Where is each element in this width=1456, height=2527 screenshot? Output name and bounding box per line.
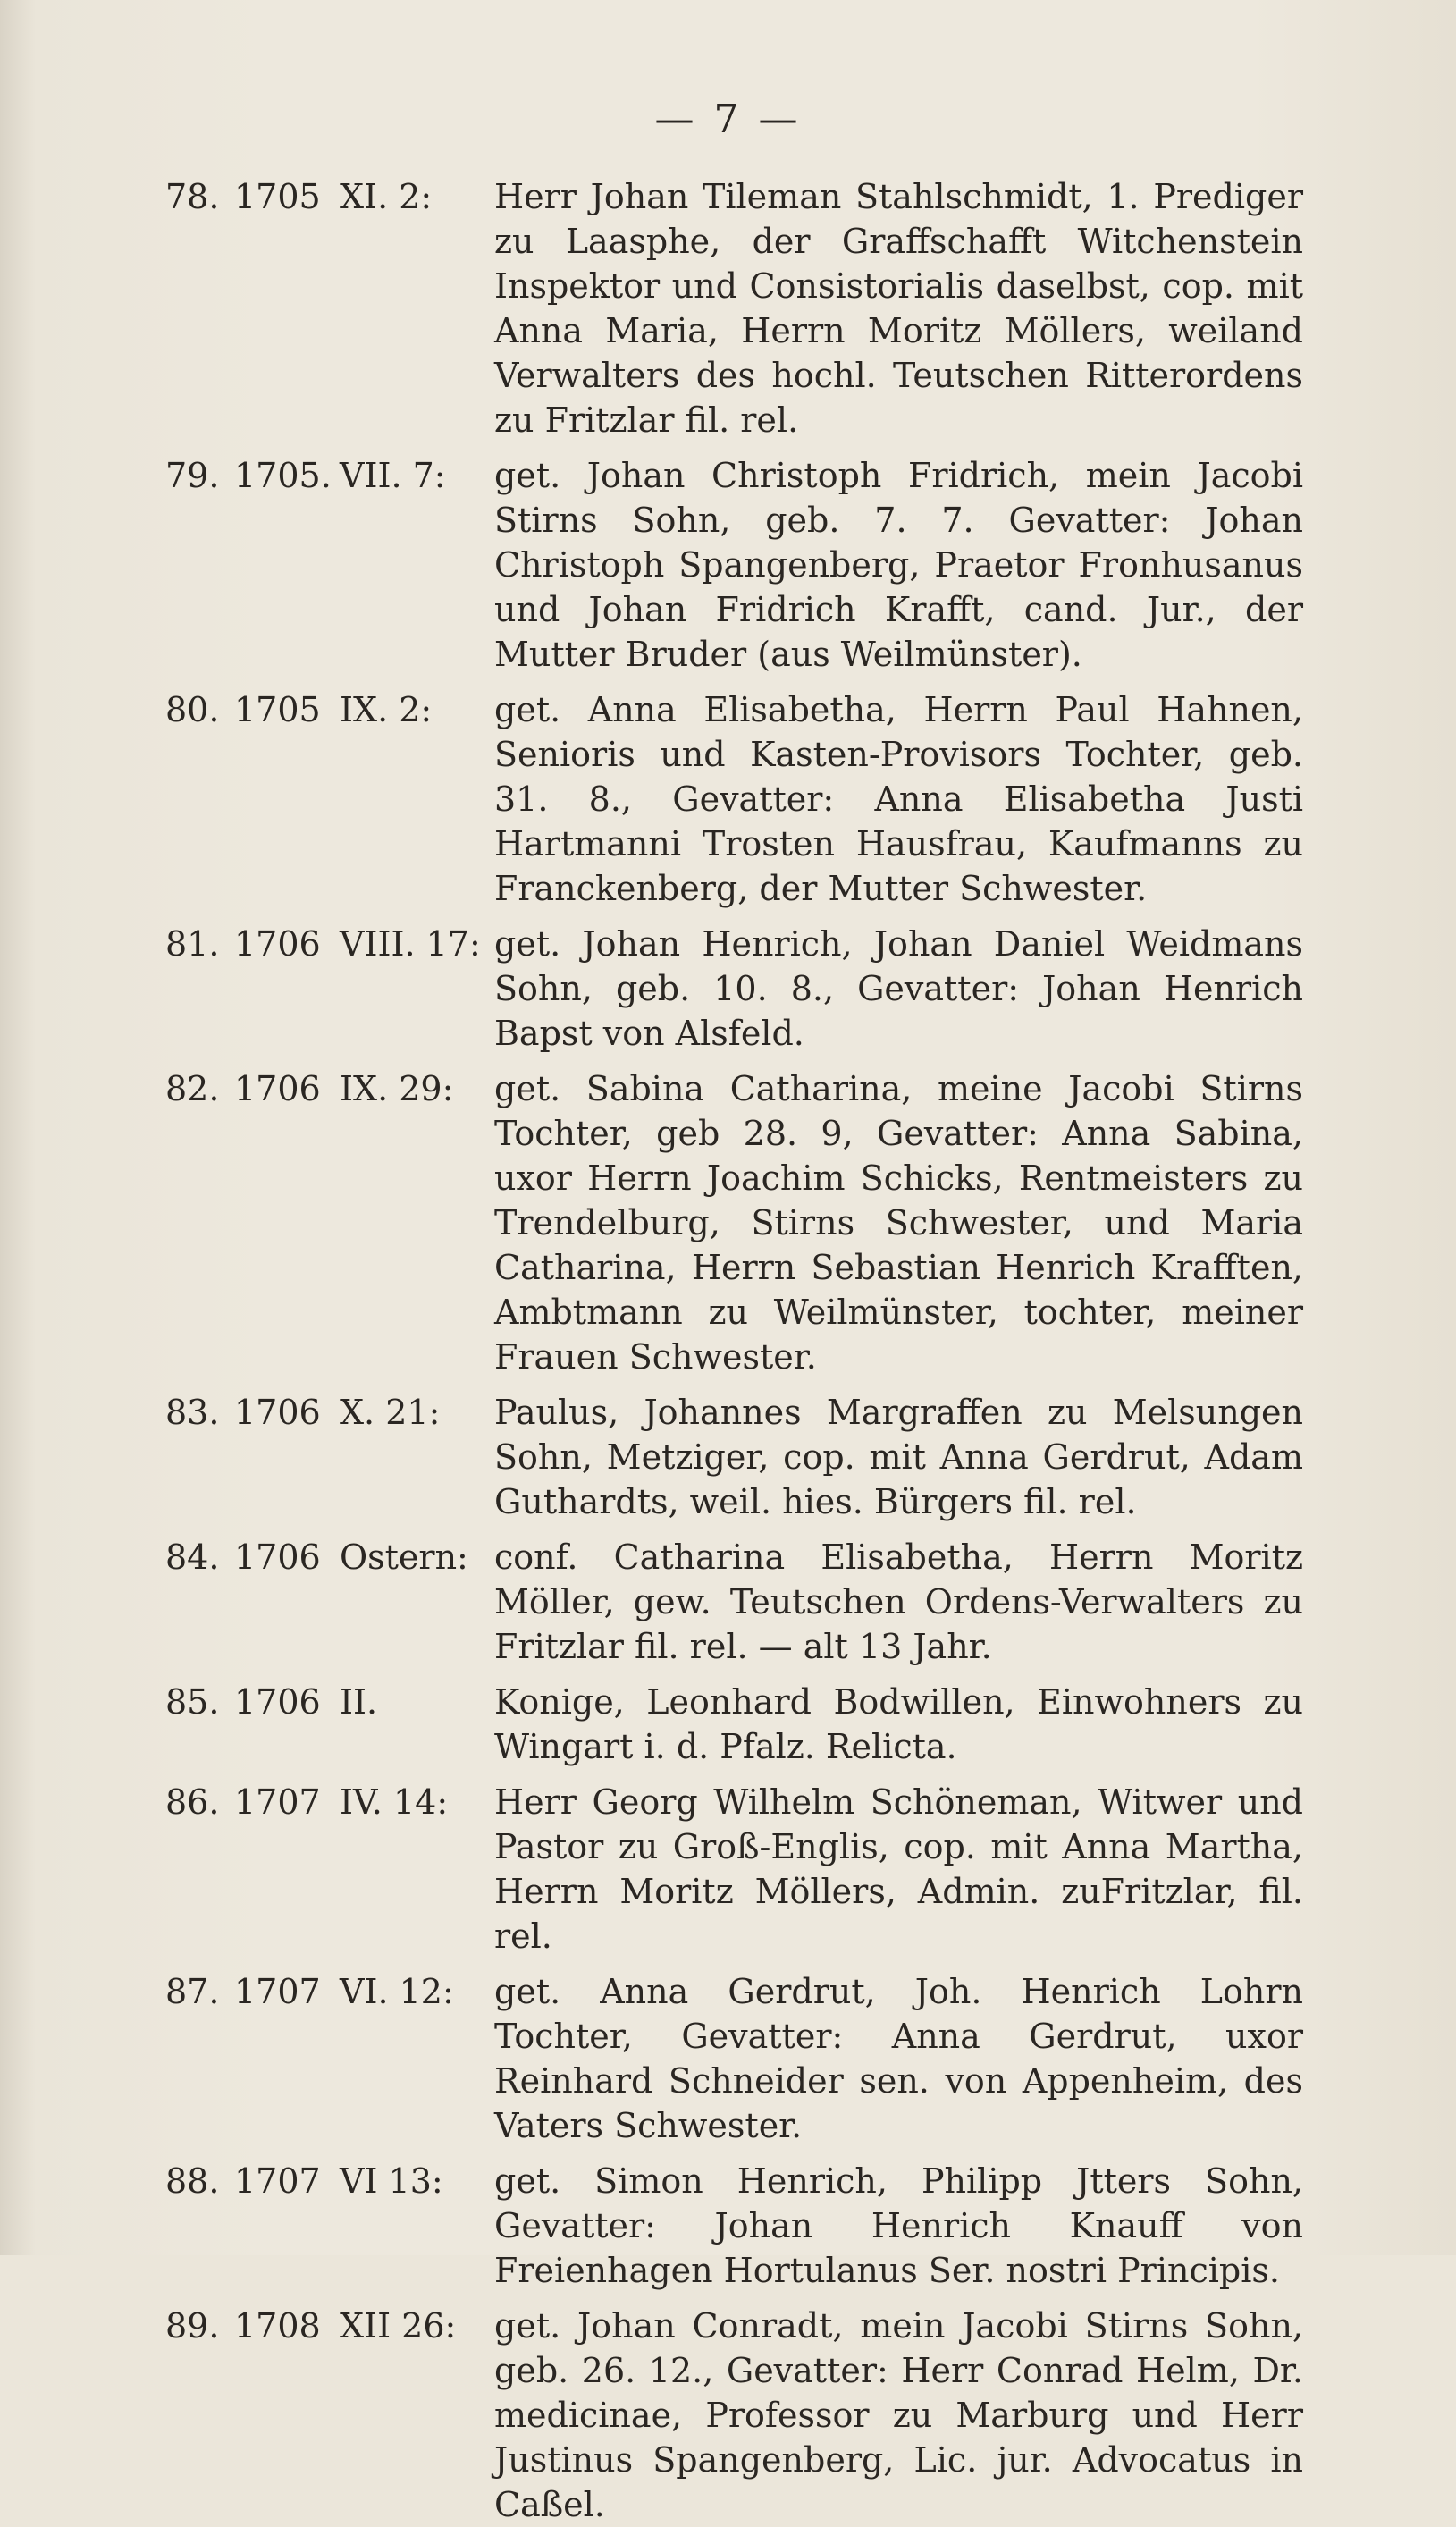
entry-year: 1707 [234, 1782, 321, 1822]
register-entry [0, 1680, 1456, 1769]
entry-number: 81. [165, 924, 220, 964]
entry-number: 87. [165, 1972, 220, 2011]
entry-text: get. Johan Henrich, Johan Daniel Weidmans Sohn, geb. 10. 8., Gevatter: Johan Henrich Bapst von Alsfeld. [494, 924, 1303, 1053]
entry-text: Herr Georg Wilhelm Schöneman, Witwer und Pastor zu Groß-Englis, cop. mit Anna Martha, Herrn Moritz Möllers, Admin. zuFritzlar, fil. rel. [494, 1782, 1303, 1956]
entry-date: Ostern: [340, 1537, 468, 1577]
entry-date: X. 21: [340, 1393, 441, 1432]
entry-date: VII. 7: [340, 456, 446, 495]
entry-year: 1705 [234, 690, 321, 729]
register-entry [0, 1390, 1456, 1524]
entry-year: 1707 [234, 1972, 321, 2011]
entry-number: 88. [165, 2161, 220, 2201]
entry-number: 80. [165, 690, 220, 729]
entry-date: VI. 12: [340, 1972, 454, 2011]
entry-year: 1706 [234, 1393, 321, 1432]
register-entry [0, 2159, 1456, 2293]
entry-text: get. Sabina Catharina, meine Jacobi Stirns Tochter, geb 28. 9, Gevatter: Anna Sabina, uxor Herrn Joachim Schicks, Rentmeisters zu Trendelburg, Stirns Schwester, und Maria Catharina, Herrn Sebastian Henrich Krafften, Ambtmann zu Weilmünster, tochter, meiner Frauen Schwester. [494, 1069, 1303, 1377]
entry-date: XII 26: [340, 2306, 457, 2346]
entry-year: 1708 [234, 2306, 321, 2346]
entry-year: 1706 [234, 924, 321, 964]
register-entry [0, 1969, 1456, 2148]
entry-number: 78. [165, 177, 220, 216]
entry-text: get. Johan Christoph Fridrich, mein Jacobi Stirns Sohn, geb. 7. 7. Gevatter: Johan Christoph Spangenberg, Praetor Fronhusanus und Johan Fridrich Krafft, cand. Jur., der Mutter Bruder (aus Weilmünster). [494, 456, 1303, 674]
entry-date: IV. 14: [340, 1782, 449, 1822]
entry-date: VIII. 17: [340, 924, 481, 964]
entry-text: Konige, Leonhard Bodwillen, Einwohners zu Wingart i. d. Pfalz. Relicta. [494, 1682, 1303, 1766]
entry-number: 83. [165, 1393, 220, 1432]
register-entry [0, 687, 1456, 911]
register-entry [0, 174, 1456, 442]
register-entry [0, 1780, 1456, 1958]
entry-number: 85. [165, 1682, 220, 1722]
entry-number: 89. [165, 2306, 220, 2346]
register-entries [0, 174, 1456, 2527]
entry-date: XI. 2: [340, 177, 433, 216]
entry-text: get. Anna Gerdrut, Joh. Henrich Lohrn Tochter, Gevatter: Anna Gerdrut, uxor Reinhard Schneider sen. von Appenheim, des Vaters Schwester. [494, 1972, 1303, 2145]
entry-date: VI 13: [340, 2161, 443, 2201]
entry-number: 82. [165, 1069, 220, 1108]
entry-year: 1705 [234, 177, 321, 216]
entry-text: conf. Catharina Elisabetha, Herrn Moritz Möller, gew. Teutschen Ordens-Verwalters zu Fritzlar fil. rel. — alt 13 Jahr. [494, 1537, 1303, 1666]
entry-text: Paulus, Johannes Margraffen zu Melsungen Sohn, Metziger, cop. mit Anna Gerdrut, Adam Guthardts, weil. hies. Bürgers fil. rel. [494, 1393, 1303, 1521]
register-entry [0, 453, 1456, 677]
register-entry [0, 2304, 1456, 2527]
entry-date: II. [340, 1682, 378, 1722]
entry-year: 1705. [234, 456, 332, 495]
page-number: — 7 — [654, 97, 802, 142]
entry-text: get. Simon Henrich, Philipp Jtters Sohn, Gevatter: Johan Henrich Knauff von Freienhagen Hortulanus Ser. nostri Principis. [494, 2161, 1303, 2290]
register-entry [0, 922, 1456, 1056]
entry-number: 86. [165, 1782, 220, 1822]
entry-year: 1706 [234, 1537, 321, 1577]
entry-date: IX. 2: [340, 690, 433, 729]
entry-text: get. Johan Conradt, mein Jacobi Stirns Sohn, geb. 26. 12., Gevatter: Herr Conrad Helm, Dr. medicinae, Professor zu Marburg und Herr Justinus Spangenberg, Lic. jur. Advocatus in Caßel. [494, 2306, 1303, 2524]
entry-text: get. Anna Elisabetha, Herrn Paul Hahnen, Senioris und Kasten-Provisors Tochter, geb. 31. 8., Gevatter: Anna Elisabetha Justi Hartmanni Trosten Hausfrau, Kaufmanns zu Franckenberg, der Mutter Schwester. [494, 690, 1303, 908]
entry-year: 1706 [234, 1069, 321, 1108]
register-entry [0, 1535, 1456, 1669]
entry-year: 1707 [234, 2161, 321, 2201]
entry-year: 1706 [234, 1682, 321, 1722]
register-entry [0, 1066, 1456, 1379]
entry-text: Herr Johan Tileman Stahlschmidt, 1. Prediger zu Laasphe, der Graffschafft Witchenstein Inspektor und Consistorialis daselbst, cop. mit Anna Maria, Herrn Moritz Möllers, weiland Verwalters des hochl. Teutschen Ritterordens zu Fritzlar fil. rel. [494, 177, 1303, 440]
entry-number: 84. [165, 1537, 220, 1577]
entry-number: 79. [165, 456, 220, 495]
entry-date: IX. 29: [340, 1069, 454, 1108]
